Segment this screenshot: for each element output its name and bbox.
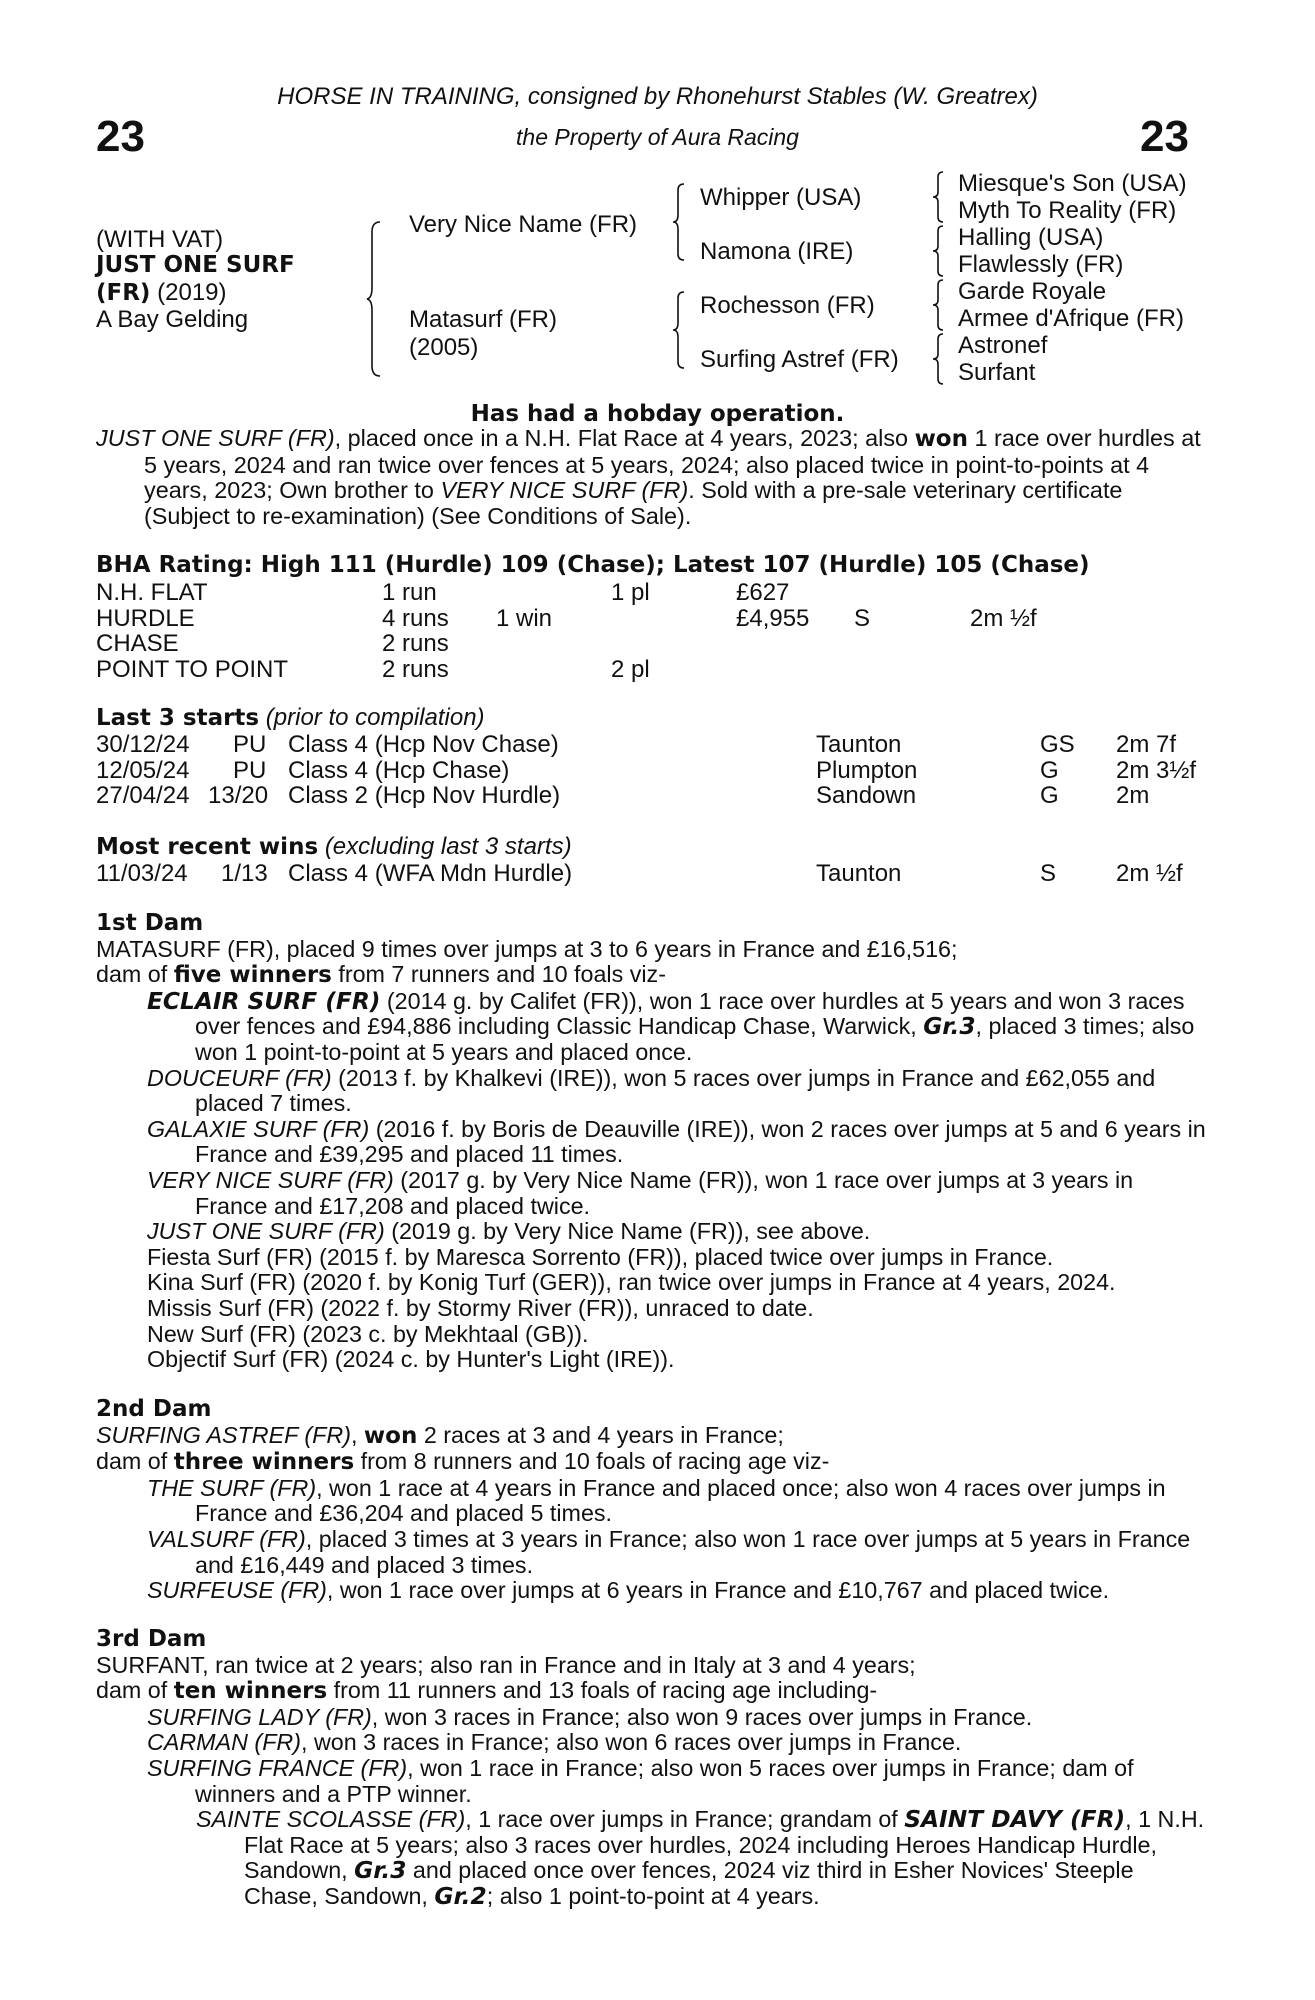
second-dam-line2	[96, 1449, 1211, 1476]
summary-horse-name: JUST ONE SURF (FR)	[96, 425, 335, 451]
entry-grade: Gr.3	[354, 1857, 407, 1885]
cell-dist: 2m 3½f	[1116, 756, 1197, 784]
third-dam-entry-2	[96, 1730, 1211, 1756]
entry-grade: Gr.2	[434, 1882, 487, 1910]
third-dam-section	[96, 1627, 1211, 1910]
cell-places: 1 pl	[611, 579, 650, 606]
third-dam-line2	[96, 1678, 1211, 1705]
entry-text: (2019 g. by Very Nice Name (FR)), see above.	[384, 1218, 871, 1245]
recent-wins-heading	[96, 833, 572, 861]
first-dam-entry-4	[96, 1168, 1211, 1219]
cell-dist: 2m	[1116, 782, 1150, 809]
table-row	[96, 580, 1216, 606]
cell-type: CHASE	[96, 630, 179, 657]
first-dam-line1: MATASURF (FR), placed 9 times over jumps at 3 to 6 years in France and £16,516;	[96, 935, 958, 962]
second-dam-entry-1	[96, 1476, 1211, 1527]
cell-runs: 2 runs	[382, 630, 449, 657]
cell-runs: 4 runs	[382, 604, 449, 632]
second-dam-l2a: dam of	[96, 1448, 174, 1475]
cell-pos: 1/13	[221, 860, 268, 887]
pedigree-dam-sire: Rochesson (FR)	[700, 292, 875, 319]
cell-prize: £4,955	[736, 604, 810, 632]
header-property: the Property of Aura Racing	[516, 124, 799, 150]
pedigree-dam-dam: Surfing Astref (FR)	[700, 346, 899, 373]
first-dam-entry-8: Missis Surf (FR) (2022 f. by Stormy River (FR)), unraced to date.	[147, 1294, 814, 1321]
header-consignor: HORSE IN TRAINING, consigned by Rhonehurst Stables (W. Greatrex)	[277, 83, 1038, 110]
entry-name: VALSURF (FR)	[147, 1525, 306, 1552]
second-dam-winners: three winners	[173, 1449, 355, 1476]
first-dam-entry-10: Objectif Surf (FR) (2024 c. by Hunter's Light (IRE)).	[147, 1346, 675, 1373]
entry-text: (2013 f. by Khalkevi (IRE)), won 5 races over jumps in France and £62,055 and placed 7 times.	[195, 1064, 1156, 1117]
first-dam-title: 1st Dam	[96, 910, 204, 936]
third-dam-l2a: dam of	[96, 1677, 174, 1704]
vat-label: (WITH VAT)	[96, 226, 224, 253]
pedigree-dam-year: (2005)	[409, 334, 479, 361]
summary-part1: , placed once in a N.H. Flat Race at 4 years, 2023; also	[334, 425, 915, 451]
table-row	[96, 657, 1216, 683]
first-dam-winners: five winners	[173, 962, 332, 989]
cell-race: Class 4 (WFA Mdn Hurdle)	[288, 860, 573, 887]
entry-text: (2017 g. by Very Nice Name (FR)), won 1 race over jumps at 3 years in France and £17,208 and placed twice.	[195, 1166, 1134, 1219]
table-row	[96, 758, 1216, 784]
third-dam-entry-4	[96, 1807, 1211, 1909]
cell-runs: 2 runs	[382, 655, 449, 683]
pedigree-g5: Garde Royale	[958, 278, 1107, 305]
cell-date: 30/12/24	[96, 731, 190, 758]
third-dam-line1: SURFANT, ran twice at 2 years; also ran in France and in Italy at 3 and 4 years;	[96, 1651, 916, 1678]
pedigree-g4: Flawlessly (FR)	[958, 251, 1124, 278]
pedigree-g7: Astronef	[958, 332, 1048, 359]
last3-heading	[96, 704, 485, 732]
horse-year: (2019)	[157, 279, 227, 306]
third-dam-winners: ten winners	[173, 1678, 328, 1705]
cell-dist: 2m 7f	[1116, 731, 1177, 758]
second-dam-line1	[96, 1423, 1211, 1450]
pedigree-g3: Halling (USA)	[958, 224, 1104, 251]
entry-won: won	[363, 1422, 418, 1449]
entry-text: and placed once over fences, 2024 viz third in Esher Novices' Steeple Chase, Sandown,	[244, 1857, 1134, 1909]
entry-text: (2016 f. by Boris de Deauville (IRE)), won 2 races over jumps at 5 and 6 years in France and £39,295 and placed 11 times.	[195, 1115, 1206, 1168]
cell-type: POINT TO POINT	[96, 655, 289, 683]
first-dam-entry-5	[96, 1219, 1211, 1245]
pedigree-g8: Surfant	[958, 359, 1036, 386]
table-row	[96, 606, 1216, 632]
cell-going: G	[1040, 782, 1059, 809]
pedigree-sire-dam: Namona (IRE)	[700, 238, 854, 265]
lot-number-right: 23	[1140, 112, 1189, 161]
summary-part2: 1 race over hurdles at 5 years, 2024 and ran twice over fences at 5 years, 2024; also placed twice in point-to-points at 4 years, 2023; Own brother to	[144, 425, 1201, 503]
cell-runs: 1 run	[382, 579, 437, 606]
summary-won: won	[914, 426, 968, 452]
table-row	[96, 631, 1216, 657]
cell-going: GS	[1040, 731, 1075, 758]
recent-wins-table	[96, 861, 1216, 887]
first-dam-entry-1	[96, 989, 1211, 1066]
cell-pos: PU	[233, 731, 267, 758]
pedigree-g1: Miesque's Son (USA)	[958, 170, 1187, 197]
summary-brother: VERY NICE SURF (FR)	[440, 477, 689, 503]
third-dam-entry-1	[96, 1705, 1211, 1731]
entry-text: ,	[350, 1421, 364, 1448]
lot-number-left: 23	[96, 112, 145, 161]
pedigree-dam: Matasurf (FR)	[409, 306, 558, 333]
pedigree-sire-sire: Whipper (USA)	[700, 184, 862, 211]
cell-race: Class 4 (Hcp Chase)	[288, 756, 510, 784]
cell-going: G	[1040, 756, 1059, 784]
hobday-notice: Has had a hobday operation.	[470, 401, 845, 427]
cell-wins: 1 win	[496, 604, 553, 632]
cell-date: 11/03/24	[96, 860, 188, 887]
cell-prize: £627	[736, 579, 790, 606]
entry-text: , 1 race over jumps in France; grandam of	[465, 1806, 905, 1833]
first-dam-entry-9: New Surf (FR) (2023 c. by Mekhtaal (GB)).	[147, 1320, 589, 1347]
entry-text: , won 3 races in France; also won 6 races over jumps in France.	[301, 1729, 962, 1756]
entry-name: GALAXIE SURF (FR)	[147, 1115, 370, 1142]
first-dam-l2c: from 7 runners and 10 foals viz-	[331, 961, 666, 988]
last3-table	[96, 732, 1216, 809]
entry-text: 2 races at 3 and 4 years in France;	[417, 1421, 784, 1448]
cell-date: 12/05/24	[96, 756, 190, 784]
last3-title: Last 3 starts	[96, 705, 260, 731]
recent-wins-note: (excluding last 3 starts)	[324, 833, 572, 860]
entry-name: THE SURF (FR)	[147, 1474, 317, 1501]
cell-dist: 2m ½f	[970, 604, 1037, 632]
last3-note: (prior to compilation)	[265, 704, 485, 731]
entry-text: , won 1 race over jumps at 6 years in France and £10,767 and placed twice.	[326, 1577, 1110, 1604]
summary-text	[96, 426, 1204, 529]
bha-rating: BHA Rating: High 111 (Hurdle) 109 (Chase); Latest 107 (Hurdle) 105 (Chase)	[96, 552, 1090, 578]
entry-name: SURFING LADY (FR)	[147, 1703, 372, 1730]
pedigree-g6: Armee d'Afrique (FR)	[958, 305, 1184, 332]
horse-country: (FR)	[96, 280, 151, 306]
third-dam-entry-3	[96, 1756, 1211, 1807]
first-dam-entry-7: Kina Surf (FR) (2020 f. by Konig Turf (GER)), ran twice over jumps in France at 4 years, 2024.	[147, 1269, 1116, 1296]
pedigree-sire: Very Nice Name (FR)	[409, 211, 638, 238]
cell-type: HURDLE	[96, 604, 195, 632]
second-dam-section	[96, 1397, 1211, 1604]
entry-name: SURFING ASTREF (FR)	[96, 1421, 351, 1448]
entry-name: SURFING FRANCE (FR)	[147, 1754, 408, 1781]
cell-race: Class 2 (Hcp Nov Hurdle)	[288, 782, 561, 809]
summary-part3: . Sold with a pre-sale veterinary certificate (Subject to re-examination) (See Conditions of Sale).	[144, 477, 1123, 529]
second-dam-entry-2	[96, 1527, 1211, 1578]
pedigree-brace-sire	[672, 182, 688, 262]
cell-type: N.H. FLAT	[96, 579, 208, 606]
pedigree-g2: Myth To Reality (FR)	[958, 197, 1177, 224]
pedigree-brace-dam	[672, 290, 688, 370]
table-row	[96, 861, 1216, 887]
pedigree-brace-main	[366, 220, 386, 378]
entry-text: , won 3 races in France; also won 9 races over jumps in France.	[371, 1703, 1033, 1730]
cell-places: 2 pl	[611, 655, 650, 683]
entry-text: , 1 N.H. Flat Race at 5 years; also 3 races over hurdles, 2024 including Heroes Handicap Hurdle, Sandown,	[244, 1806, 1205, 1884]
pedigree-brace-g78	[932, 332, 946, 386]
entry-grade: Gr.3	[923, 1013, 976, 1041]
first-dam-l2a: dam of	[96, 961, 174, 988]
cell-pos: 13/20	[208, 782, 269, 809]
table-row	[96, 732, 1216, 758]
third-dam-l2c: from 11 runners and 13 foals of racing age including-	[327, 1677, 878, 1704]
entry-text: ; also 1 point-to-point at 4 years.	[486, 1882, 820, 1909]
entry-name: JUST ONE SURF (FR)	[147, 1218, 385, 1245]
horse-description: A Bay Gelding	[96, 306, 249, 333]
entry-text: , won 1 race in France; also won 5 races over jumps in France; dam of winners and a PTP winner.	[195, 1754, 1134, 1807]
entry-text: , placed 3 times; also won 1 point-to-point at 5 years and placed once.	[195, 1013, 1195, 1065]
entry-text: , won 1 race at 4 years in France and placed once; also won 4 races over jumps in France and £36,204 and placed 5 times.	[195, 1474, 1166, 1527]
cell-race: Class 4 (Hcp Nov Chase)	[288, 731, 559, 758]
entry-name: CARMAN (FR)	[147, 1729, 302, 1756]
first-dam-entry-3	[96, 1117, 1211, 1168]
pedigree-brace-g34	[932, 224, 946, 278]
horse-name-origin	[96, 279, 227, 307]
cell-course: Taunton	[816, 860, 902, 887]
first-dam-section	[96, 911, 1211, 1373]
cell-course: Plumpton	[816, 756, 918, 784]
first-dam-line2	[96, 962, 1211, 989]
cell-going: S	[854, 604, 871, 632]
entry-name: ECLAIR SURF (FR)	[147, 987, 381, 1015]
entry-name: VERY NICE SURF (FR)	[147, 1166, 394, 1193]
recent-wins-title: Most recent wins	[96, 834, 319, 860]
entry-name: DOUCEURF (FR)	[147, 1064, 332, 1091]
cell-going: S	[1040, 860, 1057, 887]
entry-grand-name: SAINT DAVY (FR)	[904, 1806, 1126, 1834]
cell-date: 27/04/24	[96, 782, 190, 809]
third-dam-title: 3rd Dam	[96, 1626, 207, 1652]
first-dam-entry-2	[96, 1066, 1211, 1117]
entry-text: , placed 3 times at 3 years in France; also won 1 race over jumps at 5 years in France and £16,449 and placed 3 times.	[195, 1525, 1191, 1578]
second-dam-title: 2nd Dam	[96, 1396, 212, 1422]
second-dam-l2c: from 8 runners and 10 foals of racing age viz-	[354, 1448, 830, 1475]
entry-name: SAINTE SCOLASSE (FR)	[196, 1806, 466, 1833]
first-dam-entry-6: Fiesta Surf (FR) (2015 f. by Maresca Sorrento (FR)), placed twice over jumps in France.	[147, 1243, 1054, 1270]
pedigree-brace-g56	[932, 278, 946, 332]
table-row	[96, 783, 1216, 809]
entry-text: (2014 g. by Califet (FR)), won 1 race over hurdles at 5 years and won 3 races over fences and £94,886 including Classic Handicap Chase, Warwick,	[195, 987, 1185, 1040]
second-dam-entry-3	[96, 1578, 1211, 1604]
summary-paragraph	[96, 426, 1204, 529]
race-record-table	[96, 580, 1216, 682]
pedigree-brace-g12	[932, 170, 946, 224]
cell-pos: PU	[233, 756, 267, 784]
cell-course: Taunton	[816, 731, 902, 758]
cell-course: Sandown	[816, 782, 917, 809]
horse-name: JUST ONE SURF	[96, 252, 295, 278]
cell-dist: 2m ½f	[1116, 860, 1183, 887]
entry-name: SURFEUSE (FR)	[147, 1577, 327, 1604]
